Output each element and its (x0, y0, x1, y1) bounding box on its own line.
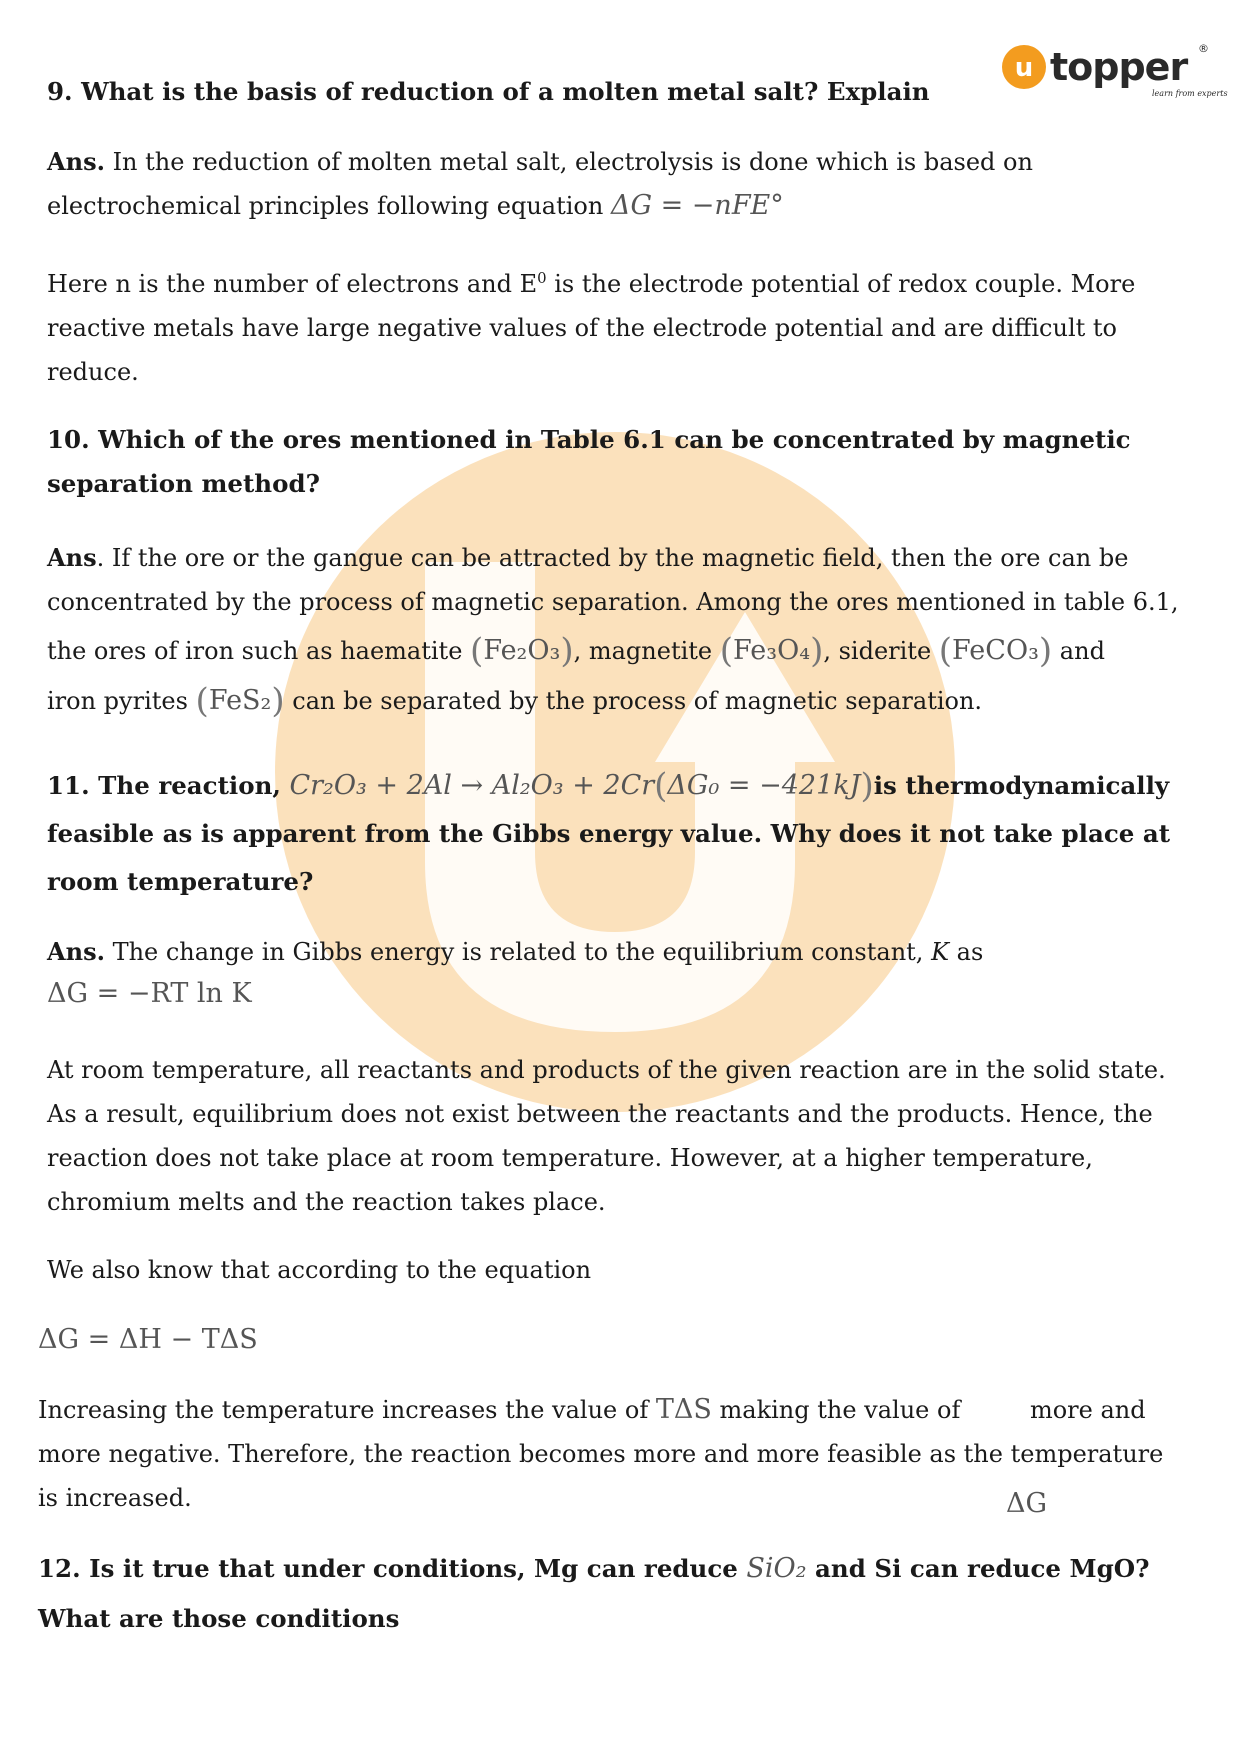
q12-question-b: and Si can reduce MgO? What are those conditions (38, 1554, 1150, 1633)
q9-p2-sup: 0 (537, 269, 547, 287)
haematite-formula: Fe₂O₃ (483, 635, 561, 666)
q11-floating-delta-g (1006, 1482, 1047, 1526)
siderite-label: , siderite (823, 637, 939, 665)
and-text: and (1052, 637, 1105, 665)
q9-question-text: 9. What is the basis of reduction of a molten metal salt? Explain (47, 77, 930, 106)
magnetite-formula: Fe₃O₄ (733, 635, 811, 666)
q9-ans-label: Ans. (47, 147, 105, 176)
q11-para3-text: We also know that according to the equation (47, 1256, 592, 1284)
siderite-formula: FeCO₃ (952, 635, 1039, 666)
k-symbol: K (931, 938, 949, 966)
q10-question (47, 418, 1187, 506)
q10-ans-line2: concentrated by the process of magnetic separation. Among the ores mentioned in table 6.1, (47, 588, 1179, 616)
q11-delta-g: ΔG₀ = −421kJ (667, 770, 861, 801)
q11-tds: TΔS (655, 1394, 712, 1425)
q9-ans-line1: In the reduction of molten metal salt, electrolysis is done which is based on (104, 148, 1033, 176)
q11-ans-text: The change in Gibbs energy is related to the equilibrium constant, (104, 938, 932, 966)
q11-equation1-row (47, 972, 1187, 1016)
q11-equation1: ΔG = −RT ln K (47, 978, 252, 1009)
q11-para2-text: At room temperature, all reactants and products of the given reaction are in the solid state. As a result, equilibrium does not exist between the reactants and the products. Hence, the reaction does not take place at room temperature. However, at a higher temperature, chromium melts and the reaction takes place. (47, 1056, 1166, 1216)
q9-p2-part2: is the electrode potential of redox couple. More reactive metals have large negative values of the electrode potential and are difficult to reduce. (47, 270, 1136, 386)
q11-answer (47, 930, 1187, 974)
q11-as-text: as (949, 938, 984, 966)
q10-ans-line1: . If the ore or the gangue can be attracted by the magnetic field, then the ore can be (96, 544, 1129, 572)
q11-question-start: 11. The reaction, (47, 771, 290, 800)
q12-question-a: 12. Is it true that under conditions, Mg can reduce (38, 1554, 747, 1583)
q11-question: 11. The reaction, Cr₂O₃ + 2Al → Al₂O₃ + 2Cr(ΔG₀ = −421kJ)is thermodynamically feasible as is apparent from the Gibbs energy value. Why does it not take place at room temperature? (47, 766, 1171, 896)
q11-ans-label: Ans. (47, 937, 105, 966)
q10-question-text: 10. Which of the ores mentioned in Table 6.1 can be concentrated by magnetic separation method? (47, 425, 1131, 498)
q9-paragraph2 (47, 262, 1187, 394)
q11-equation2: ΔG = ΔH − TΔS (38, 1324, 258, 1355)
q11-question-rest: is thermodynamically feasible as is apparent from the Gibbs energy value. Why does it not take place at room temperature? (47, 771, 1171, 896)
q9-equation: ΔG = −nFE° (610, 190, 784, 221)
q11-para4-b: making the value of (711, 1396, 968, 1424)
registered-mark: ® (1198, 42, 1209, 55)
q12-sio2: SiO₂ (746, 1553, 807, 1584)
q9-answer (47, 140, 1187, 228)
q11-equation2-row (38, 1318, 1178, 1362)
q10-ans-end: can be separated by the process of magnetic separation. (284, 687, 983, 715)
topper-logo[interactable] (1002, 40, 1228, 102)
q11-para4-a: Increasing the temperature increases the value of (38, 1396, 656, 1424)
pyrites-formula: FeS₂ (208, 685, 272, 716)
q12-question (38, 1544, 1178, 1644)
topper-logo-icon (1002, 40, 1228, 102)
q9-ans-line2: electrochemical principles following equation (47, 192, 611, 220)
logo-tagline: learn from experts (1152, 89, 1228, 98)
logo-mark: u (1014, 53, 1034, 83)
q11-reaction: Cr₂O₃ + 2Al → Al₂O₃ + 2Cr (289, 770, 655, 801)
logo-text: topper (1050, 45, 1188, 89)
q10-ores: the ores of iron such as haematite (Fe₂O₃), magnetite (Fe₃O₄), siderite (FeCO₃) and iron pyrites (FeS₂) can be separated by the process of magnetic separation. (47, 631, 1105, 721)
q10-ores-intro: the ores of iron such as haematite (47, 637, 471, 665)
q11-para2 (47, 1048, 1187, 1224)
magnetite-label: , magnetite (573, 637, 720, 665)
q10-answer (47, 536, 1187, 624)
pyrites-label: iron pyrites (47, 687, 196, 715)
q11-para4-c: more and more negative. Therefore, the reaction becomes more and more feasible as the temperature is increased. (38, 1396, 1164, 1512)
floating-dg-text: ΔG (1006, 1488, 1048, 1519)
q9-p2-part1: Here n is the number of electrons and E (47, 270, 538, 298)
q11-para3 (47, 1248, 1187, 1292)
q10-ans-label: Ans (47, 543, 97, 572)
